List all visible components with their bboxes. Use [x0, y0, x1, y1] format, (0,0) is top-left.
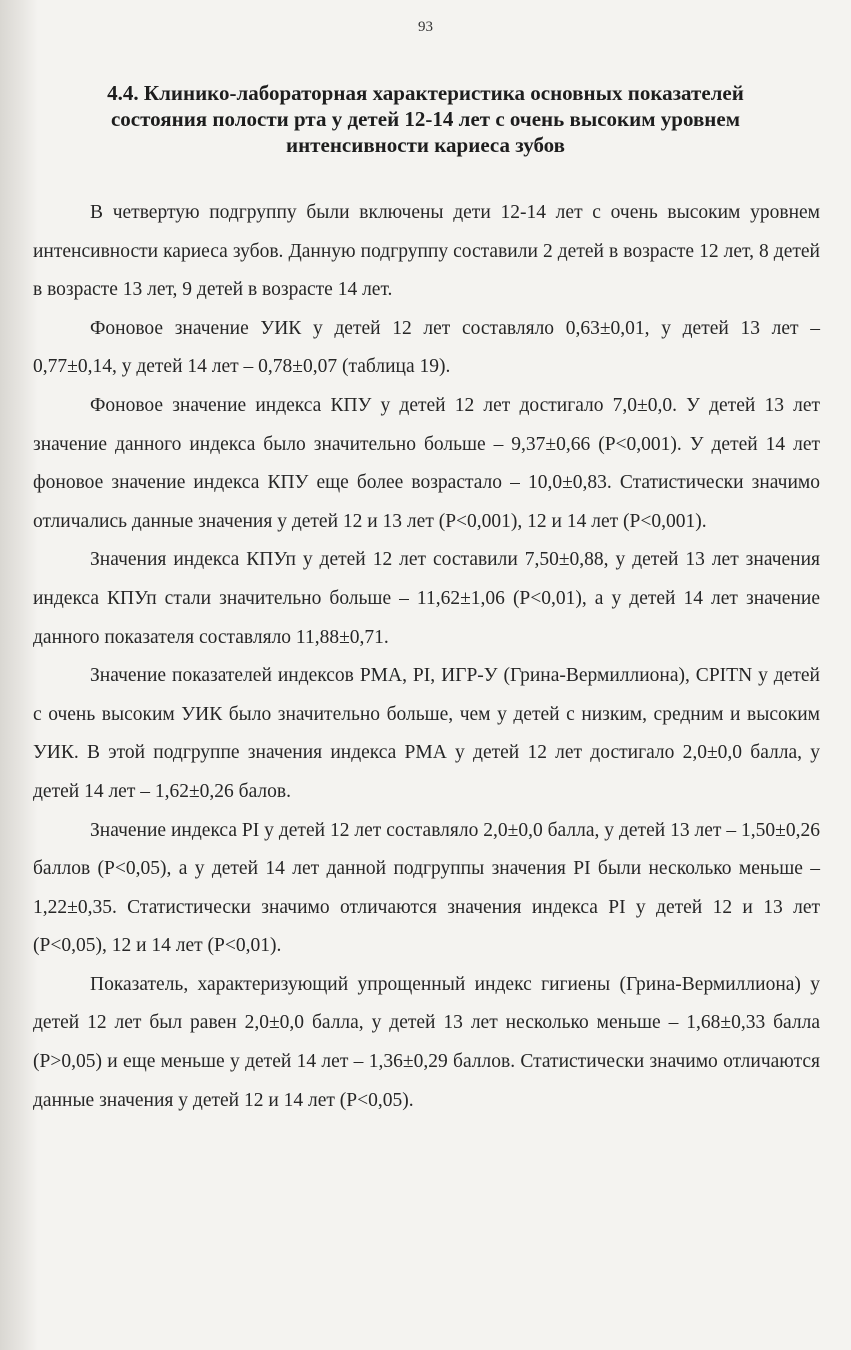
section-heading: [40, 80, 811, 158]
paragraph-pi-index: Значение индекса PI у детей 12 лет составляло 2,0±0,0 балла, у детей 13 лет – 1,50±0,26 баллов (Р<0,05), а у детей 14 лет данной подгруппы значения PI были несколько меньше – 1,22±0,35. Статистически значимо отличаются значения индекса PI у детей 12 и 13 лет (Р<0,05), 12 и 14 лет (Р<0,01).: [33, 819, 820, 957]
paragraph-kpu-index: Фоновое значение индекса КПУ у детей 12 лет достигало 7,0±0,0. У детей 13 лет значение данного индекса было значительно больше – 9,37±0,66 (Р<0,001). У детей 14 лет фоновое значение индекса КПУ еще более возрастало – 10,0±0,83. Статистически значимо отличались данные значения у детей 12 и 13 лет (Р<0,001), 12 и 14 лет (Р<0,001).: [33, 394, 820, 532]
section-heading-line-2: состояния полости рта у детей 12-14 лет с очень высоким уровнем: [110, 107, 741, 131]
paragraph-pma-index: Значение показателей индексов РМА, PI, ИГР-У (Грина-Вермиллиона), CPITN у детей с очень высоким УИК было значительно больше, чем у детей с низким, средним и высоким УИК. В этой подгруппе значения индекса РМА у детей 12 лет достигало 2,0±0,0 балла, у детей 14 лет – 1,62±0,26 балов.: [33, 665, 820, 802]
paragraph-kpup-index: Значения индекса КПУп у детей 12 лет составили 7,50±0,88, у детей 13 лет значения индекса КПУп стали значительно больше – 11,62±1,06 (Р<0,01), а у детей 14 лет значение данного показателя составляло 11,88±0,71.: [33, 549, 820, 648]
section-heading-line-3: интенсивности кариеса зубов: [285, 133, 565, 157]
paragraph-subgroup-composition: В четвертую подгруппу были включены дети 12-14 лет с очень высоким уровнем интенсивности кариеса зубов. Данную подгруппу составили 2 детей в возрасте 12 лет, 8 детей в возрасте 13 лет, 9 детей в возрасте 14 лет.: [33, 202, 820, 301]
page-number: 93: [418, 19, 433, 35]
body-text: [33, 194, 820, 1120]
paragraph-hygiene-index: Показатель, характеризующий упрощенный индекс гигиены (Грина-Вермиллиона) у детей 12 лет был равен 2,0±0,0 балла, у детей 13 лет несколько меньше – 1,68±0,33 балла (Р>0,05) и еще меньше у детей 14 лет – 1,36±0,29 баллов. Статистически значимо отличаются данные значения у детей 12 и 14 лет (Р<0,05).: [33, 973, 820, 1111]
paragraph-uik-values: Фоновое значение УИК у детей 12 лет составляло 0,63±0,01, у детей 13 лет – 0,77±0,14, у детей 14 лет – 0,78±0,07 (таблица 19).: [33, 317, 820, 378]
section-heading-line-1: 4.4. Клинико-лабораторная характеристика основных показателей: [107, 81, 744, 105]
